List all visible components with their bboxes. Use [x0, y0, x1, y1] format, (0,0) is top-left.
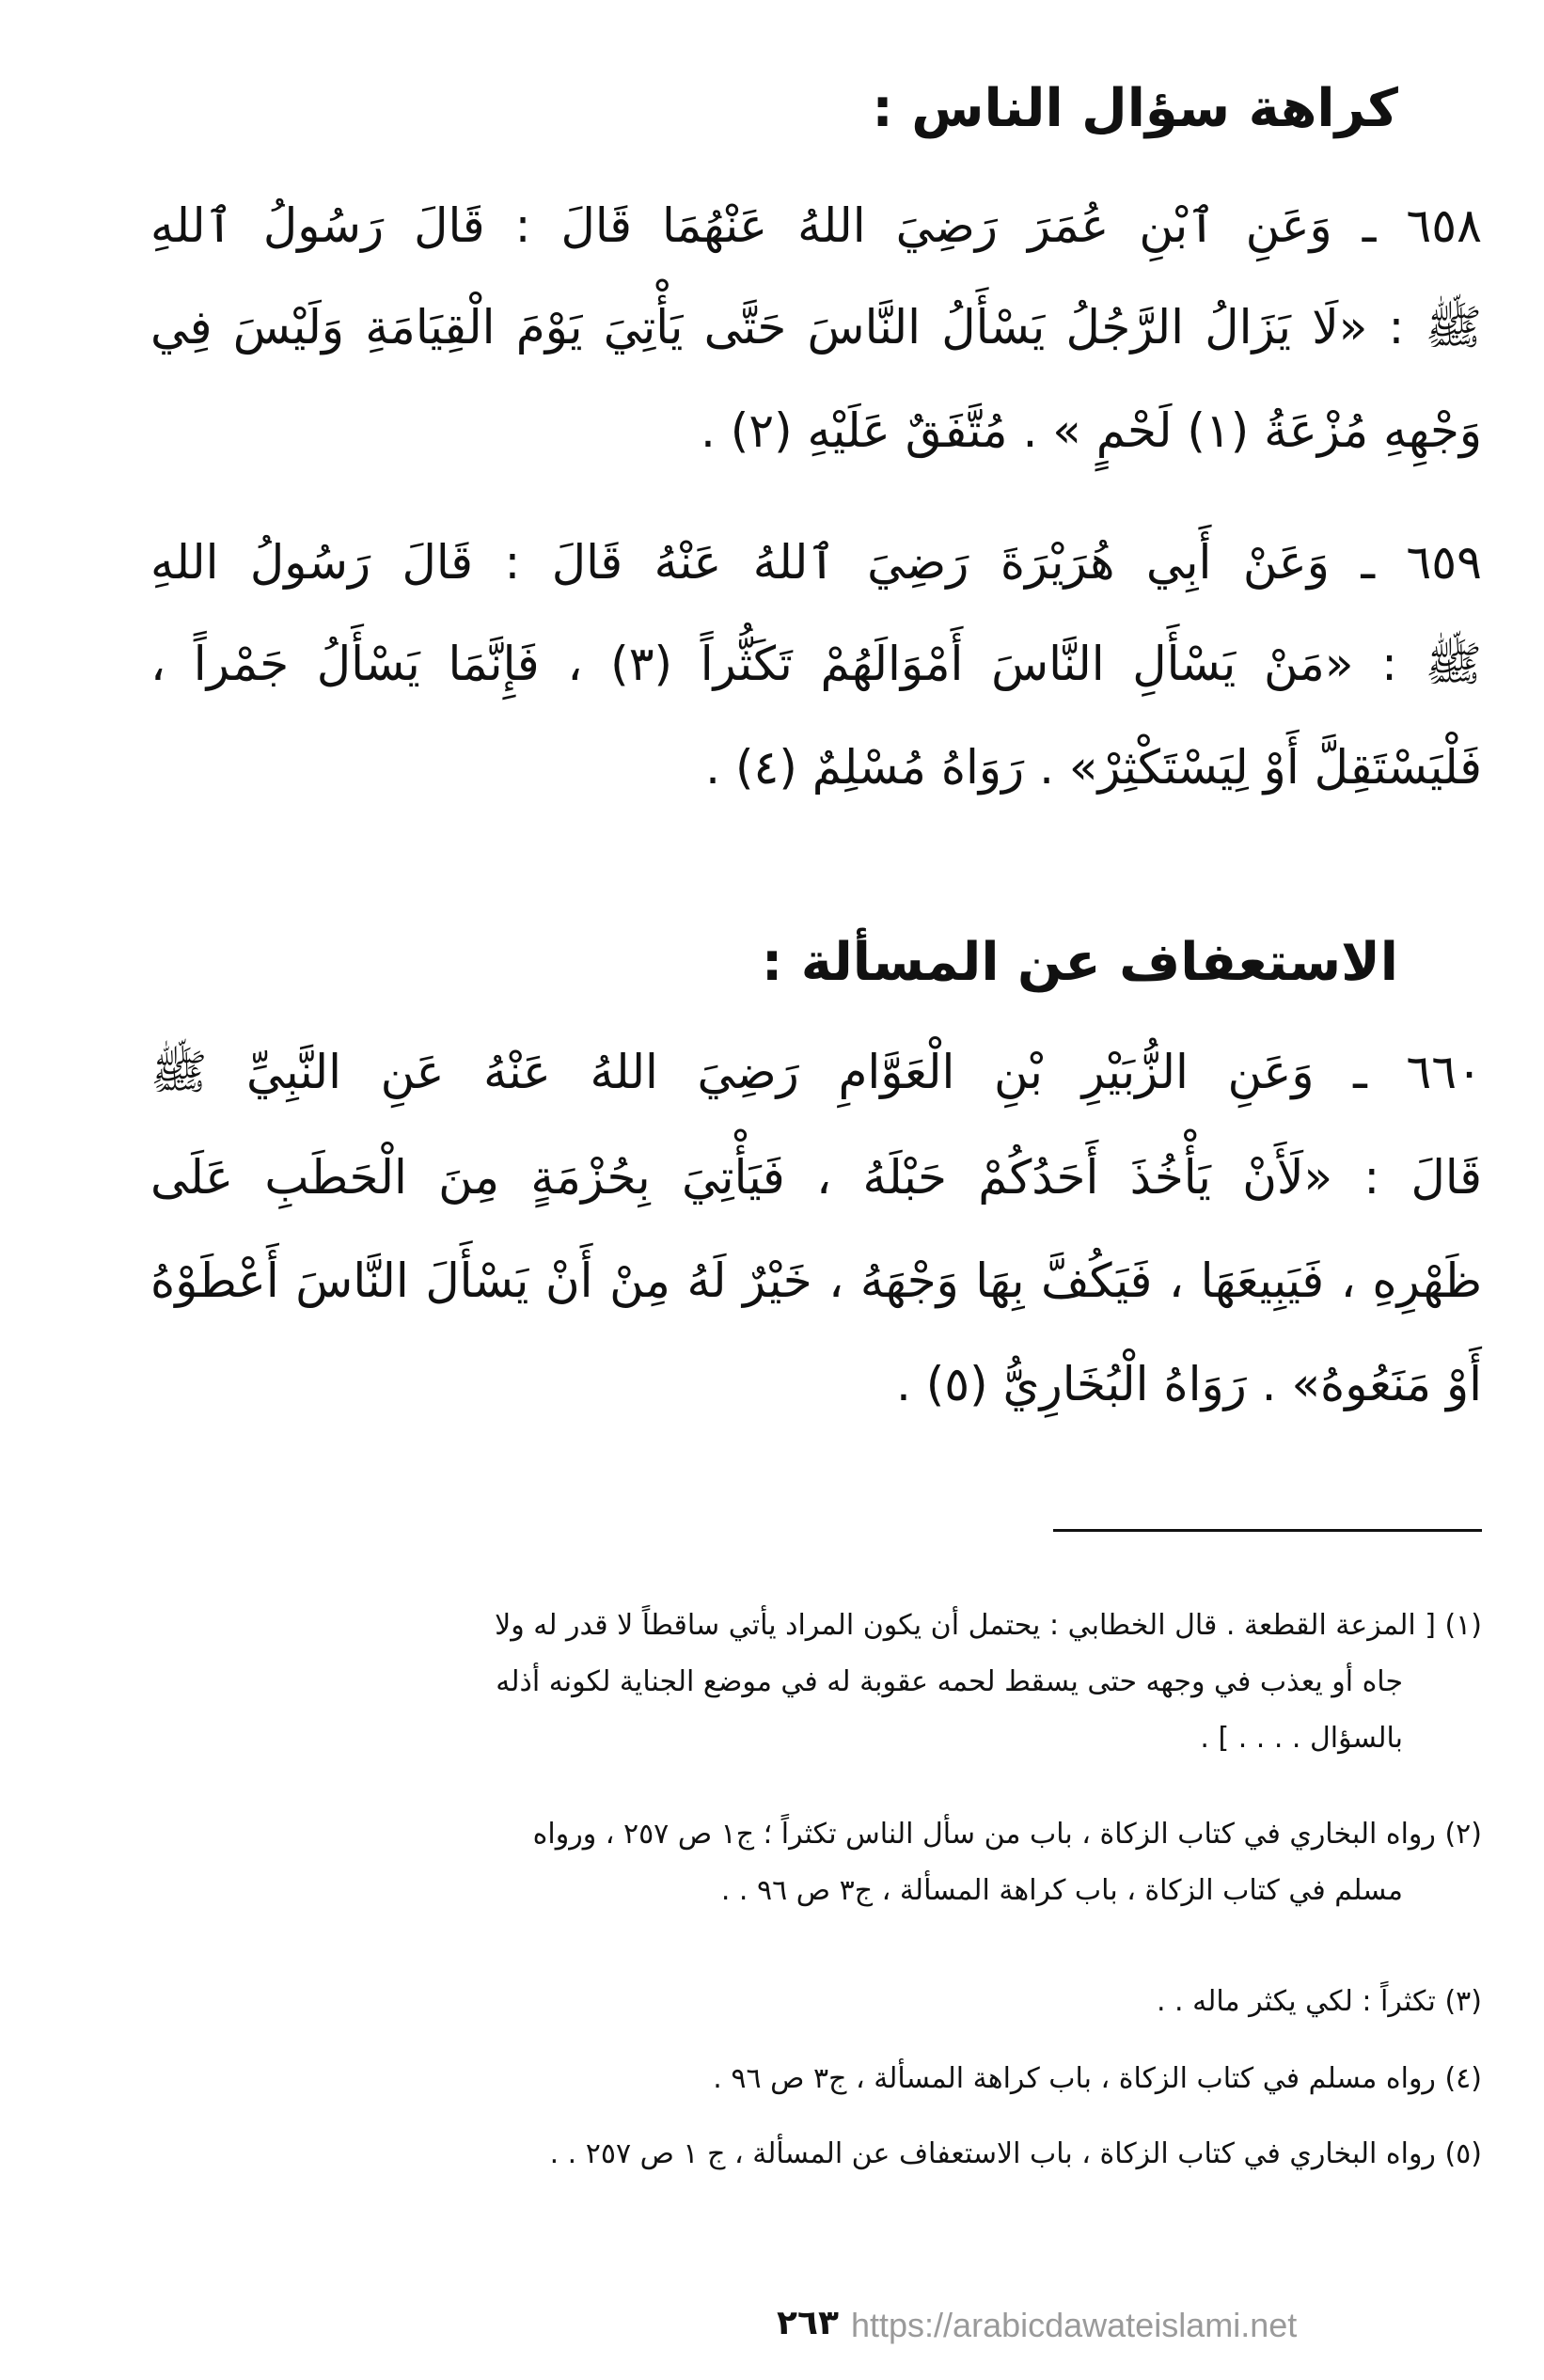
- hadith-line: ﷺ : «لَا يَزَالُ الرَّجُلُ يَسْأَلُ النَّاسَ حَتَّى يَأْتِيَ يَوْمَ الْقِيَامَةِ وَلَيْسَ فِي: [150, 300, 1482, 355]
- hadith-line: قَالَ : «لَأَنْ يَأْخُذَ أَحَدُكُمْ حَبْلَهُ ، فَيَأْتِيَ بِحُزْمَةٍ مِنَ الْحَطَبِ عَلَى: [150, 1150, 1482, 1205]
- hadith-line: ٦٥٨ ـ وَعَنِ ٱبْنِ عُمَرَ رَضِيَ اللهُ عَنْهُمَا قَالَ : قَالَ رَسُولُ ٱللهِ: [150, 198, 1482, 253]
- hadith-line: وَجْهِهِ مُزْعَةُ (١) لَحْمٍ » . مُتَّفَقٌ عَلَيْهِ (٢) .: [700, 403, 1482, 458]
- hadith-line: ٦٦٠ ـ وَعَنِ الزُّبَيْرِ بْنِ الْعَوَّامِ رَضِيَ اللهُ عَنْهُ عَنِ النَّبِيِّ ﷺ: [150, 1045, 1482, 1099]
- footnote-4-line: (٤) رواه مسلم في كتاب الزكاة ، باب كراهة المسألة ، ج٣ ص ٩٦ .: [713, 2062, 1482, 2095]
- footnote-2-line: مسلم في كتاب الزكاة ، باب كراهة المسألة ، ج٣ ص ٩٦ . .: [720, 1874, 1403, 1907]
- watermark-url: https://arabicdawateislami.net: [851, 2306, 1298, 2344]
- hadith-line: ٦٥٩ ـ وَعَنْ أَبِي هُرَيْرَةَ رَضِيَ ٱللهُ عَنْهُ قَالَ : قَالَ رَسُولُ اللهِ: [150, 535, 1482, 590]
- footnote-2-line: (٢) رواه البخاري في كتاب الزكاة ، باب من سأل الناس تكثراً ؛ ج١ ص ٢٥٧ ، ورواه: [532, 1818, 1482, 1851]
- footnote-5-line: (٥) رواه البخاري في كتاب الزكاة ، باب الاستعفاف عن المسألة ، ج ١ ص ٢٥٧ . .: [549, 2137, 1482, 2170]
- section-heading-asking-people: كراهة سؤال الناس :: [872, 78, 1398, 139]
- hadith-line: ظَهْرِهِ ، فَيَبِيعَهَا ، فَيَكُفَّ بِهَا وَجْهَهُ ، خَيْرٌ لَهُ مِنْ أَنْ يَسْأَلَ النَّاسَ أَعْطَوْهُ: [150, 1253, 1482, 1308]
- footnote-divider: [1053, 1529, 1482, 1532]
- footnote-1-line: بالسؤال . . . . ] .: [1200, 1722, 1403, 1755]
- hadith-line: فَلْيَسْتَقِلَّ أَوْ لِيَسْتَكْثِرْ» . رَوَاهُ مُسْلِمٌ (٤) .: [705, 740, 1482, 795]
- hadith-line: أَوْ مَنَعُوهُ» . رَوَاهُ الْبُخَارِيُّ (٥) .: [895, 1357, 1482, 1411]
- footnote-3-line: (٣) تكثراً : لكي يكثر ماله . .: [1156, 1985, 1482, 2018]
- section-heading-abstaining: الاستعفاف عن المسألة :: [761, 932, 1398, 993]
- footnote-1-line: (١) [ المزعة القطعة . قال الخطابي : يحتمل أن يكون المراد يأتي ساقطاً لا قدر له ولا: [495, 1609, 1482, 1642]
- hadith-line: ﷺ : «مَنْ يَسْأَلِ النَّاسَ أَمْوَالَهُمْ تَكَثُّراً (٣) ، فَإِنَّمَا يَسْأَلُ جَمْراً ،: [150, 637, 1483, 691]
- page-number: ٢٦٣: [777, 2304, 839, 2342]
- footnote-1-line: جاه أو يعذب في وجهه حتى يسقط لحمه عقوبة له في موضع الجناية لكونه أذله: [496, 1665, 1403, 1698]
